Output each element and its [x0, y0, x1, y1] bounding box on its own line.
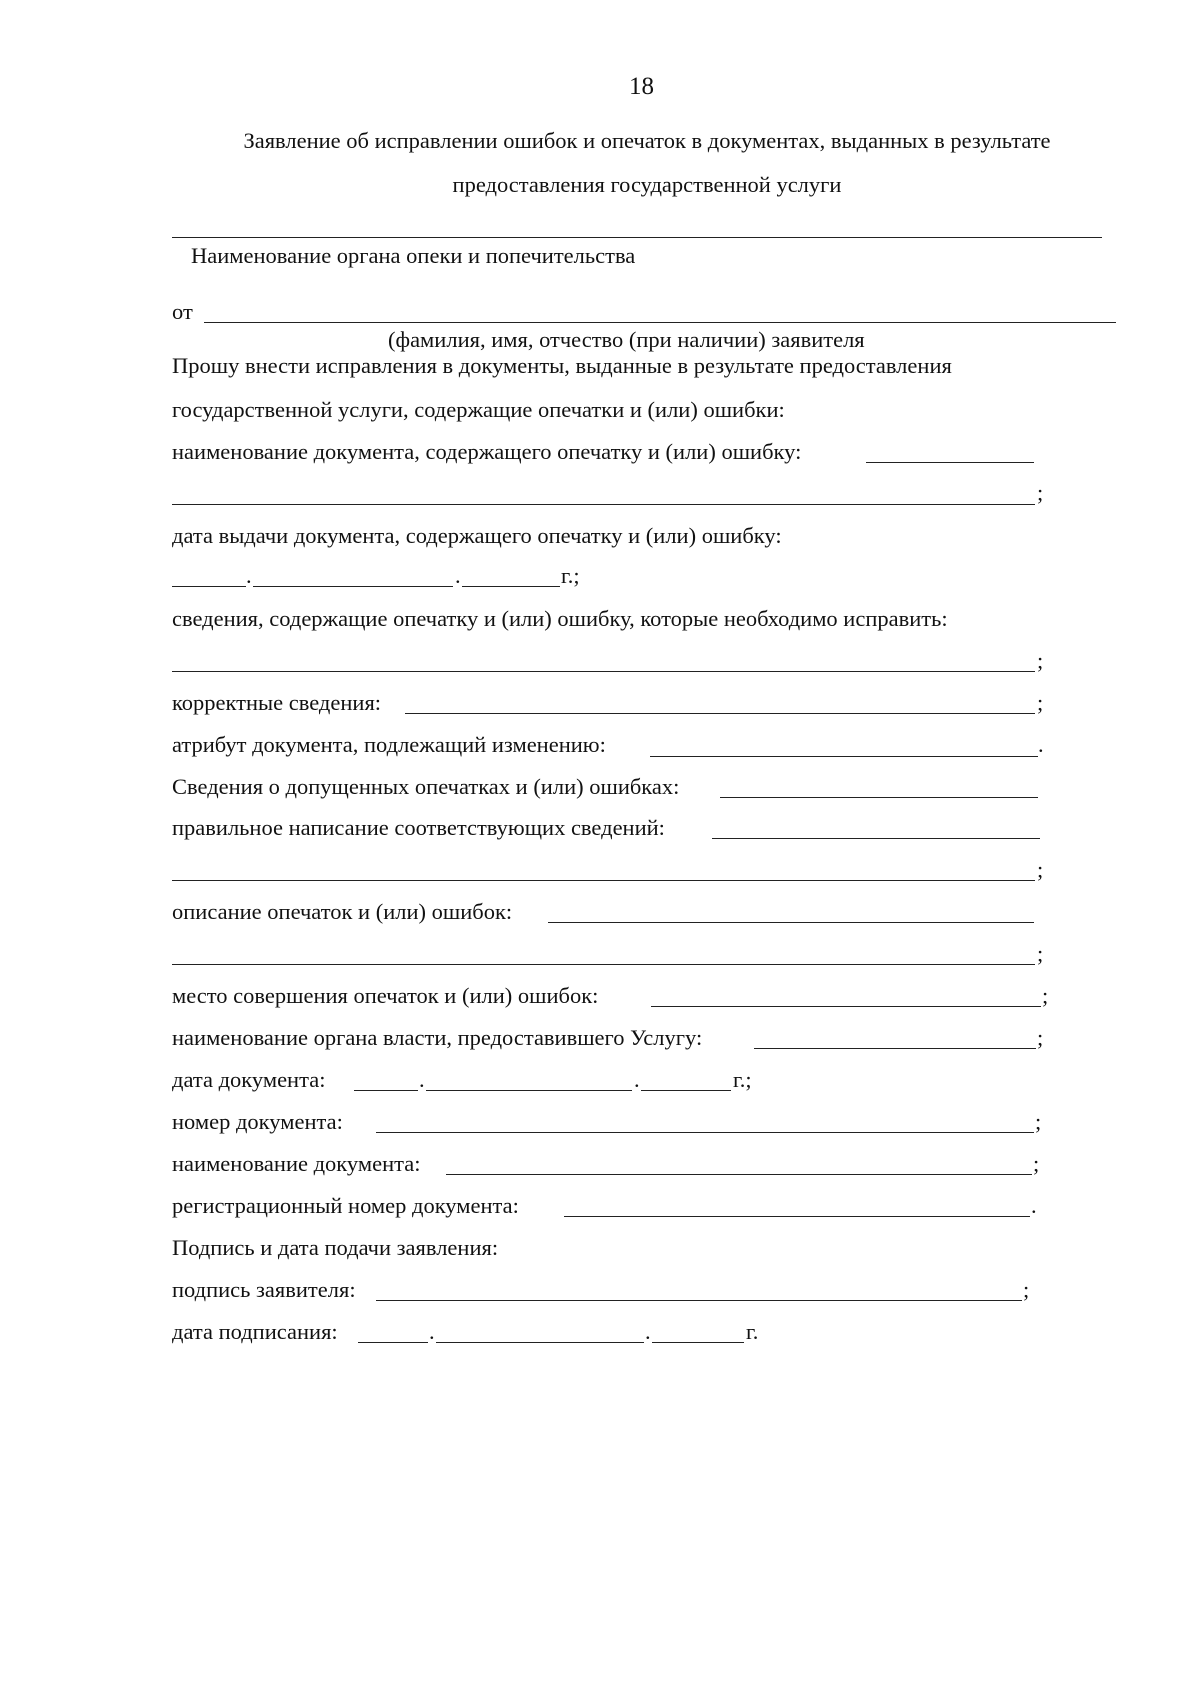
date-separator: . [645, 1319, 651, 1344]
doc-name-label: наименование документа, содержащего опечатку и (или) ошибку: [172, 439, 802, 464]
description-label: описание опечаток и (или) ошибок: [172, 899, 513, 924]
page-number: 18 [629, 73, 654, 100]
sign-date-day-field[interactable] [358, 1342, 428, 1343]
semicolon: ; [1037, 941, 1044, 966]
date-separator: . [419, 1067, 425, 1092]
document-title-line-2: предоставления государственной услуги [452, 172, 842, 197]
date-separator: . [429, 1319, 435, 1344]
doc-number-field[interactable] [376, 1132, 1034, 1133]
semicolon: ; [1023, 1277, 1030, 1302]
period: . [1031, 1193, 1037, 1218]
doc-name-field-continued[interactable] [172, 504, 1035, 505]
spelling-field-continued[interactable] [172, 880, 1035, 881]
spelling-field[interactable] [712, 838, 1040, 839]
date-separator: . [246, 563, 252, 588]
sign-date-heading: Подпись и дата подачи заявления: [172, 1235, 499, 1260]
document-title-line-1: Заявление об исправлении ошибок и опечаток в документах, выданных в результате [243, 128, 1051, 153]
semicolon: ; [1037, 1025, 1044, 1050]
reg-number-label: регистрационный номер документа: [172, 1193, 519, 1218]
doc-date-day-field[interactable] [354, 1090, 418, 1091]
semicolon: ; [1037, 648, 1044, 673]
semicolon: ; [1033, 1151, 1040, 1176]
applicant-name-field[interactable] [204, 322, 1116, 323]
organ-name-label: Наименование органа опеки и попечительства [191, 243, 636, 268]
date-separator: . [634, 1067, 640, 1092]
from-label: от [172, 299, 193, 324]
sign-date-month-field[interactable] [436, 1342, 644, 1343]
issue-date-year-field[interactable] [462, 586, 560, 587]
issue-date-label: дата выдачи документа, содержащего опечатку и (или) ошибку: [172, 523, 782, 548]
reg-number-field[interactable] [564, 1216, 1030, 1217]
attribute-field[interactable] [650, 756, 1038, 757]
semicolon: ; [1042, 983, 1049, 1008]
description-field-continued[interactable] [172, 964, 1035, 965]
authority-label: наименование органа власти, предоставившего Услугу: [172, 1025, 703, 1050]
doc-date-year-field[interactable] [641, 1090, 731, 1091]
place-label: место совершения опечаток и (или) ошибок: [172, 983, 599, 1008]
doc-title-label: наименование документа: [172, 1151, 421, 1176]
request-line-2: государственной услуги, содержащие опечатки и (или) ошибки: [172, 397, 785, 422]
semicolon: ; [1037, 690, 1044, 715]
sign-date-label: дата подписания: [172, 1319, 338, 1344]
description-field[interactable] [548, 922, 1034, 923]
attribute-label: атрибут документа, подлежащий изменению: [172, 732, 606, 757]
issue-date-month-field[interactable] [253, 586, 453, 587]
semicolon: ; [1035, 1109, 1042, 1134]
applicant-caption: (фамилия, имя, отчество (при наличии) заявителя [388, 327, 865, 352]
semicolon: ; [1037, 857, 1044, 882]
doc-name-field[interactable] [866, 462, 1034, 463]
doc-date-month-field[interactable] [426, 1090, 632, 1091]
authority-field[interactable] [754, 1048, 1036, 1049]
info-field[interactable] [172, 671, 1035, 672]
issue-date-day-field[interactable] [172, 586, 246, 587]
signature-label: подпись заявителя: [172, 1277, 356, 1302]
place-field[interactable] [651, 1006, 1041, 1007]
year-suffix: г.; [561, 563, 580, 588]
period: . [1038, 732, 1044, 757]
semicolon: ; [1037, 480, 1044, 505]
doc-number-label: номер документа: [172, 1109, 343, 1134]
spelling-label: правильное написание соответствующих сведений: [172, 815, 665, 840]
year-suffix: г. [746, 1319, 759, 1344]
doc-date-label: дата документа: [172, 1067, 326, 1092]
organ-name-field[interactable] [172, 237, 1102, 238]
info-label: сведения, содержащие опечатку и (или) ошибку, которые необходимо исправить: [172, 606, 948, 631]
date-separator: . [455, 563, 461, 588]
correct-info-field[interactable] [405, 713, 1035, 714]
errors-info-label: Сведения о допущенных опечатках и (или) ошибках: [172, 774, 680, 799]
year-suffix: г.; [733, 1067, 752, 1092]
sign-date-year-field[interactable] [652, 1342, 744, 1343]
correct-info-label: корректные сведения: [172, 690, 382, 715]
errors-info-field[interactable] [720, 797, 1038, 798]
signature-field[interactable] [376, 1300, 1022, 1301]
request-line-1: Прошу внести исправления в документы, выданные в результате предоставления [172, 353, 952, 378]
doc-title-field[interactable] [446, 1174, 1032, 1175]
